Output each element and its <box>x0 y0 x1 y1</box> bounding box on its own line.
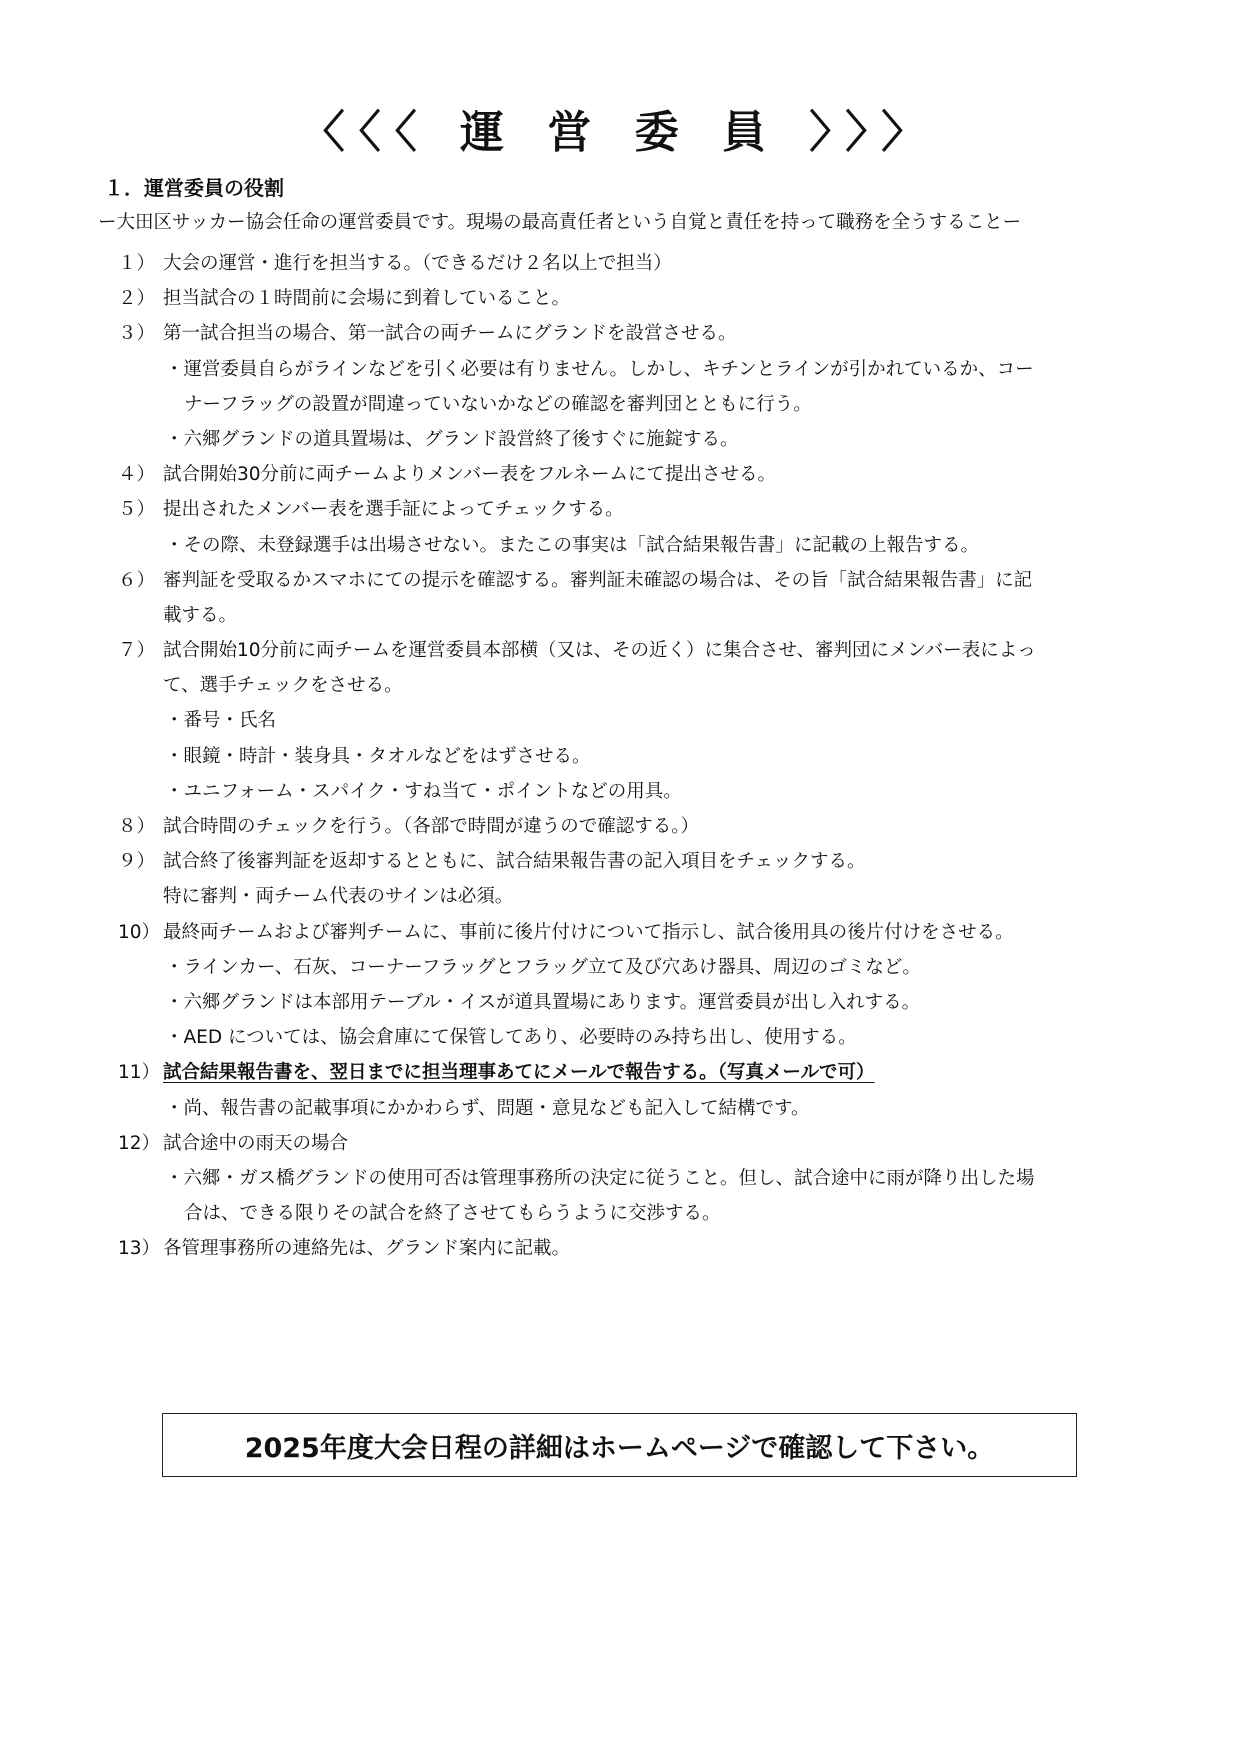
list-item <box>0 528 1240 563</box>
list-item <box>0 492 1240 527</box>
section-heading: １．運営委員の役割 <box>104 176 284 200</box>
list-item <box>0 281 1240 316</box>
continuation-text: て、選手チェックをさせる。 <box>163 675 403 697</box>
list-item <box>0 1055 1240 1090</box>
item-number: ５） <box>118 499 156 521</box>
list-item <box>0 1196 1240 1231</box>
item-text: 試合開始10分前に両チームを運営委員本部横（又は、その近く）に集合させ、審判団にメンバー表によっ <box>163 640 1036 662</box>
list-item <box>0 668 1240 703</box>
item-number: ７） <box>118 640 156 662</box>
list-item <box>0 1020 1240 1055</box>
item-text: 試合途中の雨天の場合 <box>163 1132 349 1154</box>
item-text: 第一試合担当の場合、第一試合の両チームにグランドを設営させる。 <box>163 323 737 345</box>
continuation-text: 載する。 <box>163 604 238 626</box>
list-item <box>0 703 1240 738</box>
item-text: 試合時間のチェックを行う。（各部で時間が違うので確認する。） <box>163 816 699 837</box>
item-number: ８） <box>118 816 156 837</box>
list-item <box>0 387 1240 422</box>
sub-item-text: ・六郷グランドの道具置場は、グランド設営終了後すぐに施錠する。 <box>165 428 739 450</box>
list-item <box>0 633 1240 668</box>
item-text: 大会の運営・進行を担当する。（できるだけ２名以上で担当） <box>163 253 672 274</box>
sub-item-text: ・ユニフォーム・スパイク・すね当て・ポイントなどの用具。 <box>165 780 682 802</box>
item-number: 11） <box>118 1062 161 1084</box>
item-number: ４） <box>118 464 156 486</box>
sub-item-text: ・運営委員自らがラインなどを引く必要は有りません。しかし、キチンとラインが引かれているか、コー <box>165 358 1034 380</box>
schedule-notice-box <box>162 1413 1077 1477</box>
list-item <box>0 950 1240 985</box>
list-item <box>0 316 1240 351</box>
list-item <box>0 844 1240 879</box>
item-text: 提出されたメンバー表を選手証によってチェックする。 <box>163 499 624 521</box>
list-item <box>0 422 1240 457</box>
item-text: 担当試合の１時間前に会場に到着していること。 <box>163 288 571 310</box>
item-text: 各管理事務所の連絡先は、グランド案内に記載。 <box>163 1238 571 1260</box>
list-item <box>0 879 1240 914</box>
list-item <box>0 246 1240 281</box>
continuation-text: 特に審判・両チーム代表のサインは必須。 <box>163 886 514 908</box>
sub-item-text: ・その際、未登録選手は出場させない。またこの事実は「試合結果報告書」に記載の上報告する。 <box>165 534 980 556</box>
item-number: ６） <box>118 569 156 591</box>
sub-item-text: ・ラインカー、石灰、コーナーフラッグとフラッグ立て及び穴あけ器具、周辺のゴミなど。 <box>165 956 921 978</box>
list-item <box>0 1161 1240 1196</box>
item-number: ２） <box>118 288 156 310</box>
list-item <box>0 1231 1240 1266</box>
list-item <box>0 563 1240 598</box>
item-text: 試合開始30分前に両チームよりメンバー表をフルネームにて提出させる。 <box>163 464 776 486</box>
list-item <box>0 352 1240 387</box>
sub-item-text: ・番号・氏名 <box>165 710 277 732</box>
list-item <box>0 1091 1240 1126</box>
item-number: ９） <box>118 851 156 873</box>
sub-item-text: ・六郷・ガス橋グランドの使用可否は管理事務所の決定に従うこと。但し、試合途中に雨が降り出した場 <box>165 1167 1035 1189</box>
duties-list <box>0 246 1240 1266</box>
item-number: １） <box>118 253 156 274</box>
list-item <box>0 809 1240 844</box>
sub-item-text: ・眼鏡・時計・装身具・タオルなどをはずさせる。 <box>165 745 591 767</box>
list-item <box>0 915 1240 950</box>
item-text: 審判証を受取るかスマホにての提示を確認する。審判証未確認の場合は、その旨「試合結果報告書」に記 <box>163 569 1033 591</box>
sub-item-text: ・尚、報告書の記載事項にかかわらず、問題・意見なども記入して結構です。 <box>165 1097 810 1119</box>
list-item <box>0 774 1240 809</box>
item-number: 13） <box>118 1238 161 1260</box>
list-item <box>0 598 1240 633</box>
list-item <box>0 739 1240 774</box>
item-text: 最終両チームおよび審判チームに、事前に後片付けについて指示し、試合後用具の後片付けをさせる。 <box>163 921 1014 943</box>
item-text: 試合結果報告書を、翌日までに担当理事あてにメールで報告する。（写真メールで可） <box>163 1062 875 1084</box>
section-subtitle: ー大田区サッカー協会任命の運営委員です。現場の最高責任者という自覚と責任を持って職務を全うすることー <box>98 212 1022 233</box>
list-item <box>0 1126 1240 1161</box>
sub-item-text: ・AED については、協会倉庫にて保管してあり、必要時のみ持ち出し、使用する。 <box>165 1027 857 1049</box>
item-number: 10） <box>118 921 161 943</box>
item-text: 試合終了後審判証を返却するとともに、試合結果報告書の記入項目をチェックする。 <box>163 851 866 873</box>
continuation-text: 合は、できる限りその試合を終了させてもらうように交渉する。 <box>184 1203 721 1225</box>
item-number: 12） <box>118 1132 161 1154</box>
list-item <box>0 985 1240 1020</box>
continuation-text: ナーフラッグの設置が間違っていないかなどの確認を審判団とともに行う。 <box>184 393 812 415</box>
list-item <box>0 457 1240 492</box>
page-title: 〈〈〈 運 営 委 員 〉〉〉 <box>300 107 940 158</box>
sub-item-text: ・六郷グランドは本部用テーブル・イスが道具置場にあります。運営委員が出し入れする。 <box>165 991 921 1013</box>
item-number: ３） <box>118 323 156 345</box>
schedule-notice-text: 2025年度大会日程の詳細はホームページで確認して下さい。 <box>244 1432 995 1464</box>
